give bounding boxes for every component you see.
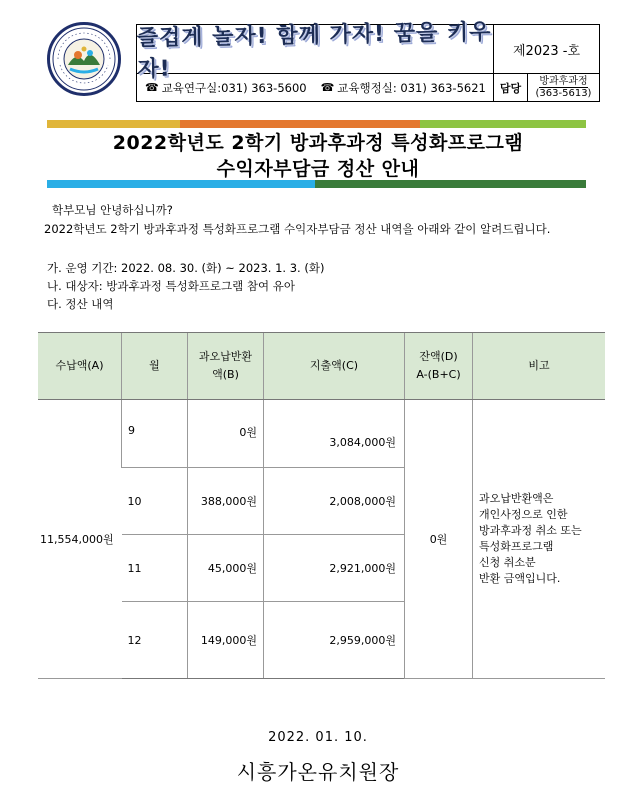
expense-cell: 2,008,000원 (264, 468, 405, 535)
department-box (528, 74, 600, 102)
header-balance (405, 333, 473, 400)
dam-text: 담당 (499, 81, 522, 95)
telephone-icon: ☎ (145, 81, 159, 94)
doc-title-line2: 수익자부담금 정산 안내 (216, 158, 420, 180)
received-amount: 11,554,000원 (38, 400, 122, 679)
person-in-charge-label (494, 74, 528, 102)
intro-text: 2022학년도 2학기 방과후과정 특성화프로그램 수익자부담금 정산 내역을 아래와 같이 알려드립니다. (44, 222, 551, 236)
contact-phones (136, 74, 494, 102)
month-cell: 12 (122, 602, 188, 679)
table-header-row (38, 333, 605, 400)
logo-emblem-icon (50, 25, 118, 93)
month-cell: 9 (122, 400, 188, 468)
dept-phone: (363-5613) (535, 88, 592, 99)
color-bar-lightgreen (420, 120, 586, 128)
header-month: 월 (122, 333, 188, 400)
greeting: 학부모님 안녕하십니까? (52, 203, 173, 217)
header-balance-l2: A-(B+C) (416, 368, 461, 381)
doc-title-line1: 2022학년도 2학기 방과후과정 특성화프로그램 (112, 132, 524, 154)
refund-cell: 45,000원 (188, 535, 264, 602)
phone-research (145, 80, 307, 96)
color-bar-orange (180, 120, 420, 128)
color-bar-darkgreen (315, 180, 586, 188)
item-settlement: 다. 정산 내역 (47, 297, 114, 311)
doc-number-text: 제2023 -호 (512, 43, 581, 59)
note-line: 신청 취소분 (479, 556, 536, 569)
expense-cell: 3,084,000원 (264, 400, 405, 468)
header-refund (188, 333, 264, 400)
header-received: 수납액(A) (38, 333, 122, 400)
note-line: 특성화프로그램 (479, 540, 554, 553)
item-period: 가. 운영 기간: 2022. 08. 30. (화) ~ 2023. 1. 3. (화) (47, 261, 325, 275)
header-expense: 지출액(C) (264, 333, 405, 400)
issue-date: 2022. 01. 10. (268, 730, 368, 745)
note-line: 반환 금액입니다. (479, 572, 561, 585)
header-refund-l1: 과오납반환 (198, 350, 253, 363)
color-bar-blue (47, 180, 315, 188)
header-balance-l1: 잔액(D) (419, 350, 458, 363)
table-row (38, 400, 605, 468)
note-cell (473, 400, 606, 679)
balance-amount: 0원 (405, 400, 473, 679)
phone-admin (321, 80, 486, 96)
settlement-table (38, 332, 605, 679)
refund-cell: 149,000원 (188, 602, 264, 679)
dept-name: 방과후과정 (539, 76, 588, 87)
signature-principal: 시흥가온유치원장 (236, 760, 400, 784)
month-cell: 10 (122, 468, 188, 535)
expense-cell: 2,959,000원 (264, 602, 405, 679)
phone-admin-label: 교육행정실: 031) 363-5621 (337, 80, 486, 95)
slogan-box (136, 19, 494, 83)
doc-number (494, 24, 600, 74)
color-bar-yellow (47, 120, 180, 128)
phone-research-label: 교육연구실:031) 363-5600 (161, 80, 307, 95)
month-cell: 11 (122, 535, 188, 602)
note-line: 과오납반환액은 (479, 492, 554, 505)
note-line: 방과후과정 취소 또는 (479, 524, 582, 537)
header-note: 비고 (473, 333, 606, 400)
item-target: 나. 대상자: 방과후과정 특성화프로그램 참여 유아 (47, 279, 295, 293)
refund-cell: 388,000원 (188, 468, 264, 535)
header-refund-l2: 액(B) (212, 368, 239, 381)
note-line: 개인사정으로 인한 (479, 508, 568, 521)
kindergarten-logo (47, 22, 121, 96)
slogan-text: 즐겁게 놀자! 함께 가자! 꿈을 키우자! (136, 19, 492, 83)
refund-cell: 0원 (188, 400, 264, 468)
expense-cell: 2,921,000원 (264, 535, 405, 602)
telephone-icon: ☎ (320, 81, 335, 94)
